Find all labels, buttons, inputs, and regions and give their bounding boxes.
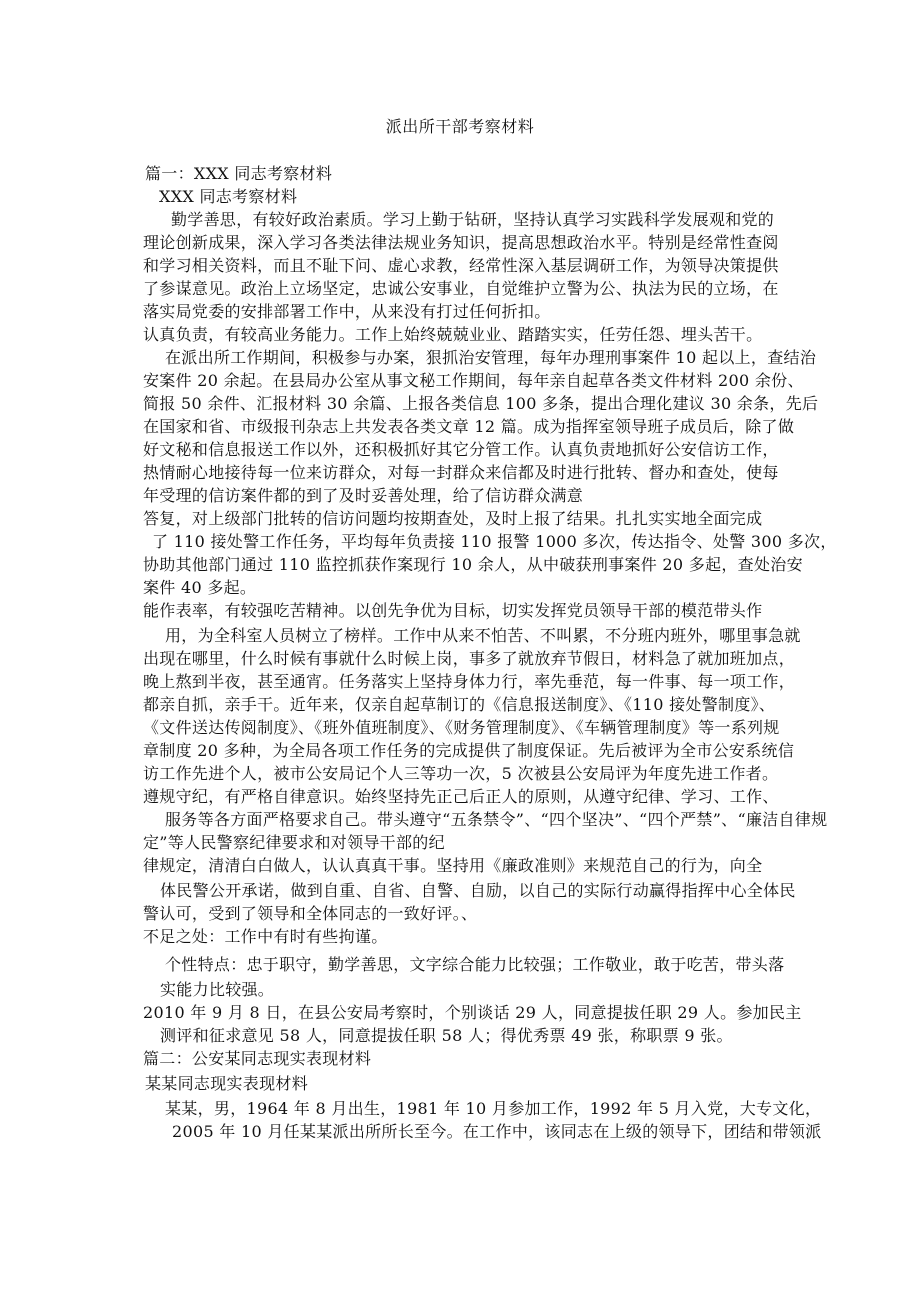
- body-line: 案件 40 多起。: [143, 578, 257, 597]
- body-line: 实能力比较强。: [160, 980, 275, 999]
- body-line: 和学习相关资料，而且不耻下问、虚心求教，经常性深入基层调研工作，为领导决策提供: [143, 256, 779, 275]
- body-line: 遵规守纪，有严格自律意识。始终坚持先正己后正人的原则，从遵守纪律、学习、工作、: [143, 787, 779, 806]
- body-line: 个性特点：忠于职守，勤学善思，文字综合能力比较强；工作敬业，敢于吃苦，带头落: [165, 955, 785, 974]
- body-line: 能作表率，有较强吃苦精神。以创先争优为目标，切实发挥党员领导干部的模范带头作: [143, 601, 763, 620]
- body-line: 勤学善思，有较好政治素质。学习上勤于钻研，坚持认真学习实践科学发展观和党的: [171, 210, 775, 229]
- body-line: 律规定，清清白白做人，认认真真干事。坚持用《廉政准则》来规范自己的行为，向全: [143, 856, 763, 875]
- body-line: 安案件 20 余起。在县局办公室从事文秘工作期间，每年亲自起草各类文件材料 200 余份、: [143, 371, 804, 390]
- body-line: 访工作先进个人，被市公安局记个人三等功一次，5 次被县公安局评为年度先进工作者。: [143, 764, 779, 783]
- body-line: 某某同志现实表现材料: [145, 1074, 309, 1093]
- body-line: 测评和征求意见 58 人，同意提拔任职 58 人；得优秀票 49 张，称职票 9 张。: [160, 1026, 733, 1045]
- body-line: 认真负责，有较高业务能力。工作上始终兢兢业业、踏踏实实，任劳任怨、埋头苦干。: [143, 325, 763, 344]
- body-line: 了参谋意见。政治上立场坚定，忠诚公安事业，自觉维护立警为公、执法为民的立场，在: [143, 279, 779, 298]
- body-line: 好文秘和信息报送工作以外，还积极抓好其它分管工作。认真负责地抓好公安信访工作，: [143, 440, 779, 459]
- body-line: 落实局党委的安排部署工作中，从来没有打过任何折扣。: [143, 302, 551, 321]
- body-line: 篇一：XXX 同志考察材料: [145, 164, 333, 183]
- body-line: 年受理的信访案件都的到了及时妥善处理，给了信访群众满意: [143, 486, 584, 505]
- body-line: 不足之处：工作中有时有些拘谨。: [143, 927, 388, 946]
- body-line: 定”等人民警察纪律要求和对领导干部的纪: [143, 833, 445, 852]
- body-line: 热情耐心地接待每一位来访群众，对每一封群众来信都及时进行批转、督办和查处，使每: [143, 463, 779, 482]
- body-line: 在派出所工作期间，积极参与办案，狠抓治安管理，每年办理刑事案件 10 起以上，查结治: [165, 348, 817, 367]
- body-line: 2005 年 10 月任某某派出所所长至今。在工作中，该同志在上级的领导下，团结和带领派: [172, 1122, 822, 1141]
- body-line: 简报 50 余件、汇报材料 30 余篇、上报各类信息 100 多条，提出合理化建议 30 余条，先后: [143, 394, 819, 413]
- body-line: 某某，男，1964 年 8 月出生，1981 年 10 月参加工作，1992 年 5 月入党，大专文化，: [165, 1099, 822, 1118]
- body-line: XXX 同志考察材料: [159, 187, 298, 206]
- body-line: 用，为全科室人员树立了榜样。工作中从来不怕苦、不叫累，不分班内班外，哪里事急就: [165, 626, 801, 645]
- body-line: 体民警公开承诺，做到自重、自省、自警、自励，以自己的实际行动赢得指挥中心全体民: [160, 881, 796, 900]
- body-line: 《文件送达传阅制度》、《班外值班制度》、《财务管理制度》、《车辆管理制度》等一系列规: [143, 718, 780, 737]
- body-line: 答复，对上级部门批转的信访问题均按期查处，及时上报了结果。扎扎实实地全面完成: [143, 509, 763, 528]
- body-line: 服务等各方面严格要求自己。带头遵守“五条禁令”、“四个坚决”、“四个严禁”、“廉洁自律规: [165, 810, 828, 829]
- body-line: 警认可，受到了领导和全体同志的一致好评。、: [143, 904, 478, 923]
- body-line: 了 110 接处警工作任务，平均每年负责接 110 报警 1000 多次，传达指令、处警 300 多次，: [152, 532, 837, 551]
- body-line: 出现在哪里，什么时候有事就什么时候上岗，事多了就放弃节假日，材料急了就加班加点，: [143, 649, 796, 668]
- document-title: 派出所干部考察材料: [385, 117, 535, 136]
- body-line: 篇二：公安某同志现实表现材料: [143, 1049, 372, 1068]
- body-line: 晚上熬到半夜，甚至通宵。任务落实上坚持身体力行，率先垂范，每一件事、每一项工作，: [143, 672, 796, 691]
- body-line: 协助其他部门通过 110 监控抓获作案现行 10 余人，从中破获刑事案件 20 多起，查处治安: [143, 555, 803, 574]
- body-line: 都亲自抓，亲手干。近年来，仅亲自起草制订的《信息报送制度》、《110 接处警制度》、: [143, 695, 776, 714]
- body-line: 2010 年 9 月 8 日，在县公安局考察时，个别谈话 29 人，同意提拔任职 29 人。参加民主: [143, 1003, 802, 1022]
- body-line: 章制度 20 多种，为全局各项工作任务的完成提供了制度保证。先后被评为全市公安系统信: [143, 741, 795, 760]
- body-line: 在国家和省、市级报刊杂志上共发表各类文章 12 篇。成为指挥室领导班子成员后，除了做: [143, 417, 795, 436]
- body-line: 理论创新成果，深入学习各类法律法规业务知识，提高思想政治水平。特别是经常性查阅: [143, 233, 779, 252]
